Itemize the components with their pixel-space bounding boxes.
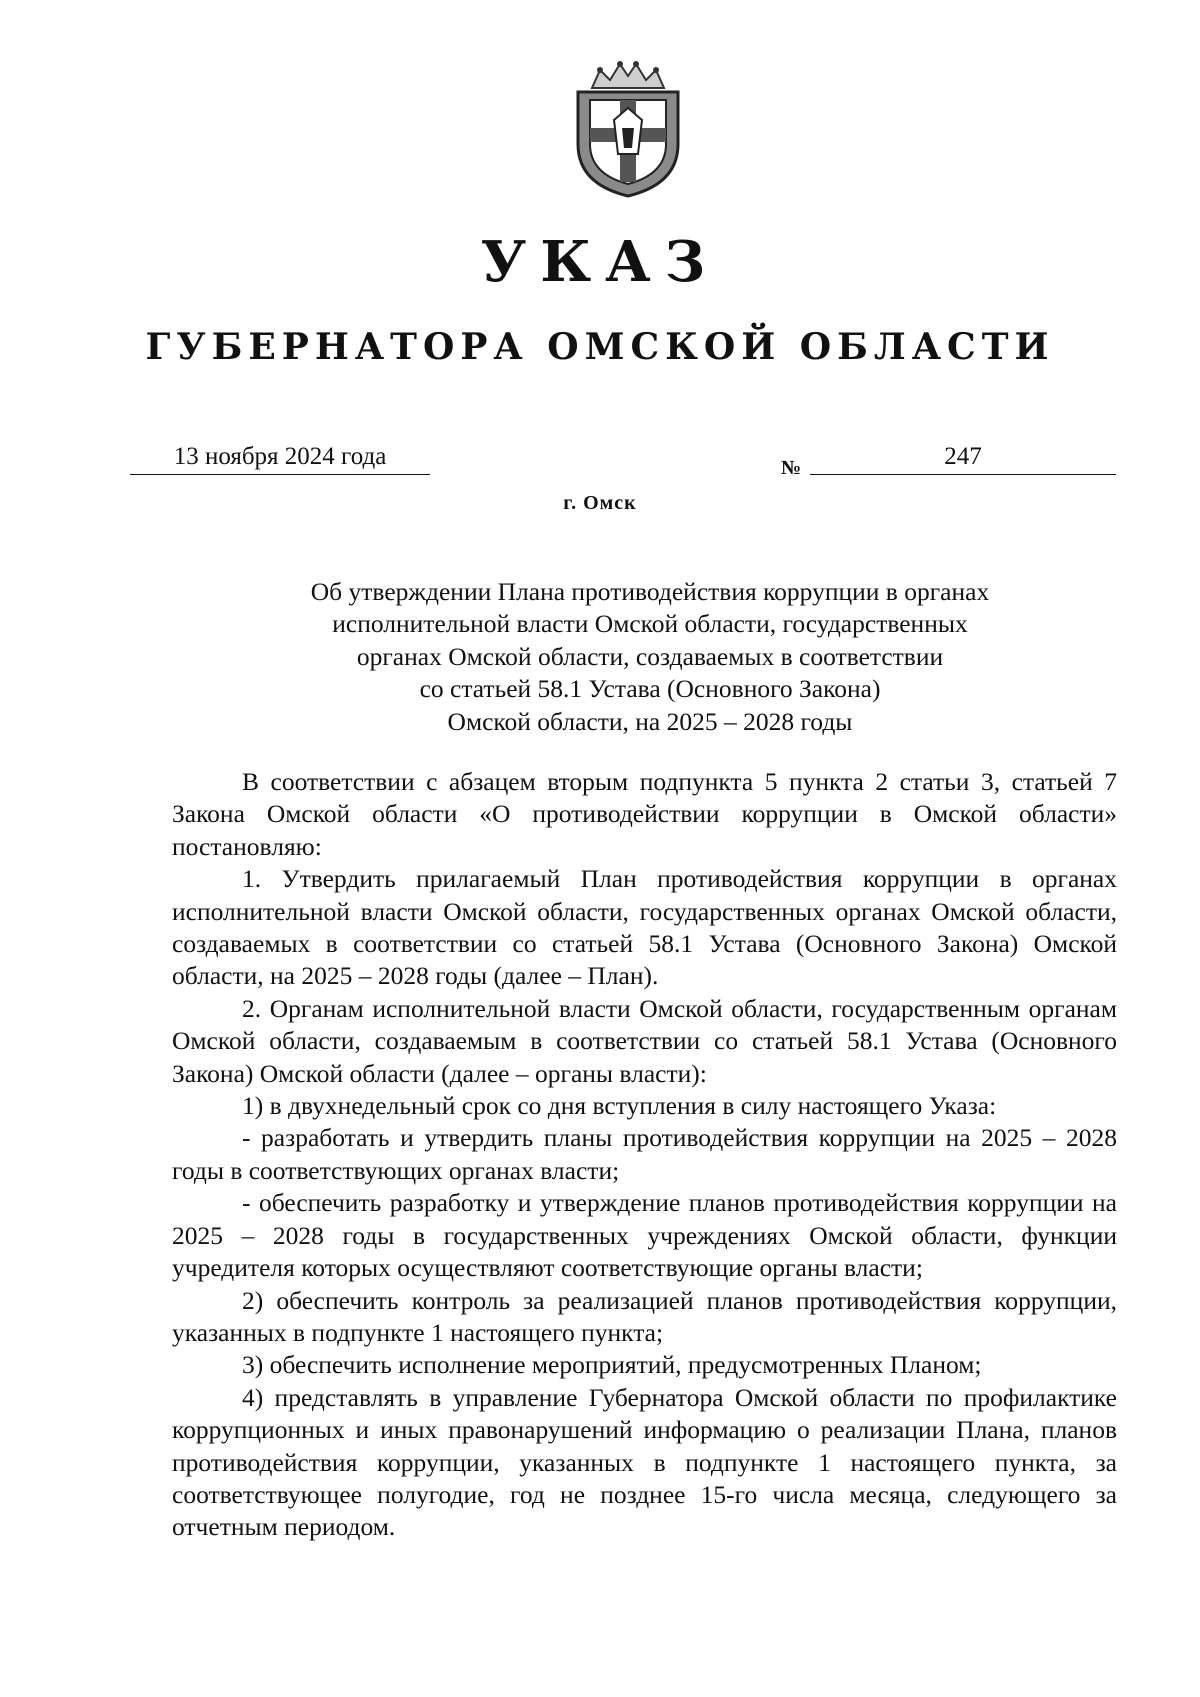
subclause-2-paragraph: 2) обеспечить контроль за реализацией планов противодействия коррупции, указанных в подпункте 1 настоящего пункта; [172,1285,1117,1347]
city-line: г. Омск [563,492,637,514]
dash-item-paragraph: - разработать и утвердить планы противодействия коррупции на 2025 – 2028 годы в соответствующих органах власти; [172,1123,1117,1185]
subject-line: Омской области, на 2025 – 2028 годы [447,706,853,736]
issuing-authority-title: ГУБЕРНАТОРА ОМСКОЙ ОБЛАСТИ [145,326,1055,368]
document-number: 247 [810,442,1116,475]
dash-item-paragraph: - обеспечить разработку и утверждение планов противодействия коррупции на 2025 – 2028 годы в государственных учреждениях Омской области, функции учредителя которых осуществляют соответствующие органы власти; [172,1188,1117,1283]
document-date: 13 ноября 2024 года [130,442,430,475]
clause-1-paragraph: 1. Утвердить прилагаемый План противодействия коррупции в органах исполнительной власти Омской области, государственных органах Омской области, создаваемых в соответствии со статьей 58.1 Устава (Основного Закона) Омской области, на 2025 – 2028 годы (далее – План). [172,864,1117,991]
subclause-3-paragraph: 3) обеспечить исполнение мероприятий, предусмотренных Планом; [242,1350,982,1380]
subject-line: со статьей 58.1 Устава (Основного Закона) [419,674,881,704]
document-body [172,766,1117,1544]
subclause-1-paragraph: 1) в двухнедельный срок со дня вступления в силу настоящего Указа: [242,1091,997,1121]
preamble-paragraph: В соответствии с абзацем вторым подпункта 5 пункта 2 статьи 3, статьей 7 Закона Омской области «О противодействии коррупции в Омской области» постановляю: [172,767,1117,861]
subject-line: исполнительной власти Омской области, государственных [332,609,968,639]
subject-line: Об утверждении Плана противодействия коррупции в органах [310,577,990,606]
clause-2-paragraph: 2. Органам исполнительной власти Омской области, государственным органам Омской области, создаваемым в соответствии со статьей 58.1 Устава (Основного Закона) Омской области (далее – органы власти): [172,993,1117,1088]
number-sign-label: № [781,457,802,479]
subclause-4-paragraph: 4) представлять в управление Губернатора Омской области по профилактике коррупционных и иных правонарушений информацию о реализации Плана, планов противодействия коррупции, указанных в подпункте 1 настоящего пункта, за соответствующее полугодие, год не позднее 15-го числа месяца, следующего за отчетным периодом. [172,1382,1117,1542]
subject-line: органах Омской области, создаваемых в соответствии [356,641,944,671]
document-subject [200,576,1100,738]
coat-of-arms-emblem [570,58,686,198]
document-type-title: УКАЗ [480,229,720,295]
